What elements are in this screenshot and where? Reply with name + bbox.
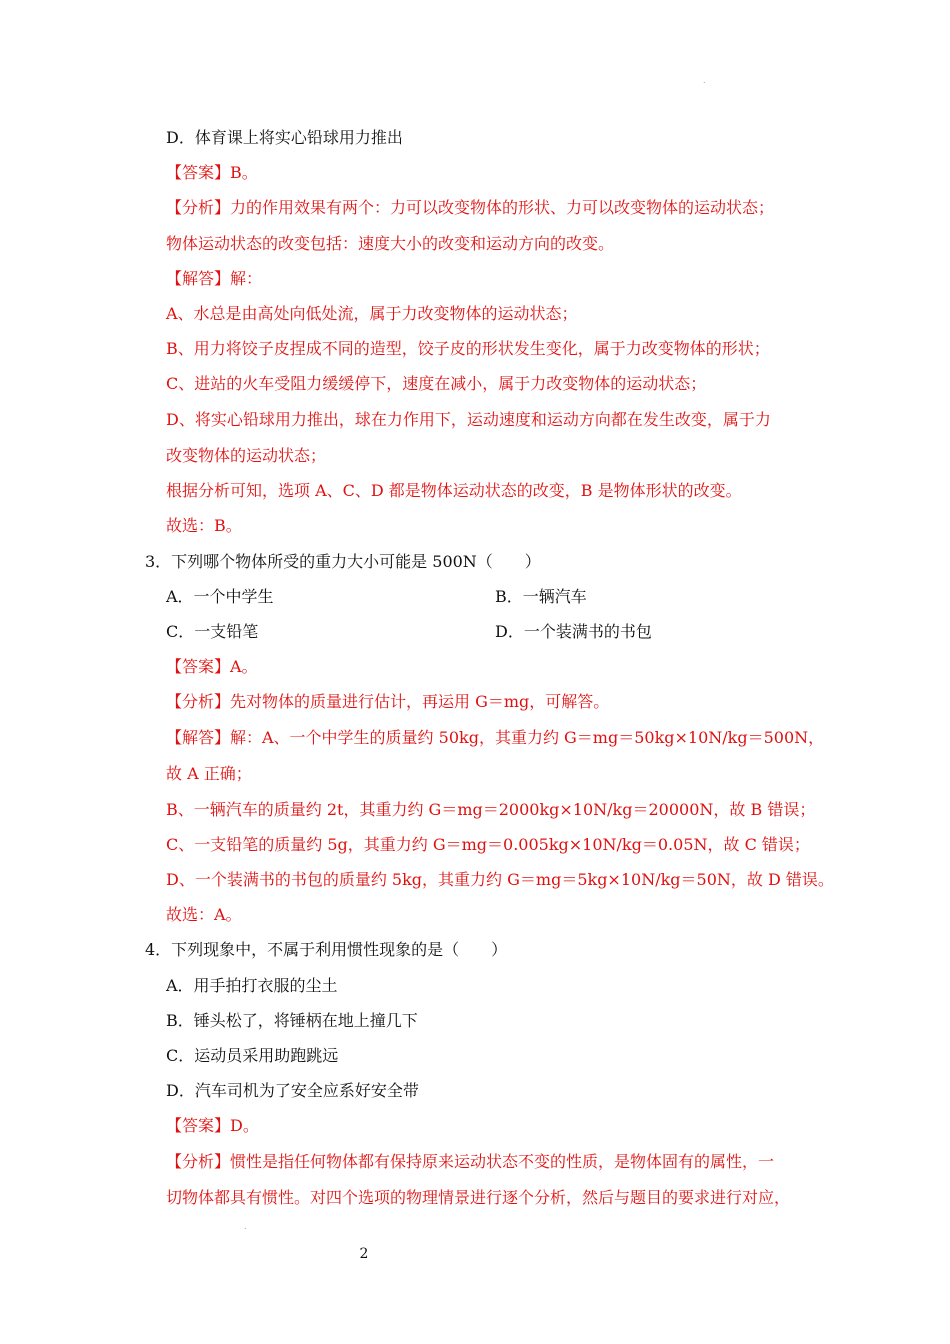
q4-option-d: D．汽车司机为了安全应系好安全带 (166, 1081, 419, 1100)
q4-option-b: B．锤头松了，将锤柄在地上撞几下 (166, 1011, 418, 1030)
q2-answer: 【答案】B。 (166, 163, 258, 182)
q2-analysis-line-2: 物体运动状态的改变包括：速度大小的改变和运动方向的改变。 (166, 234, 615, 253)
q3-option-d: D．一个装满书的书包 (495, 622, 652, 641)
q3-option-c: C．一支铅笔 (166, 622, 259, 641)
q2-solution-heading: 【解答】解： (166, 269, 263, 288)
q3-analysis: 【分析】先对物体的质量进行估计，再运用 G＝mg，可解答。 (166, 692, 610, 711)
q4-answer: 【答案】D。 (166, 1116, 259, 1135)
q4-option-c: C．运动员采用助跑跳远 (166, 1046, 339, 1065)
q2-final-choice: 故选：B。 (166, 516, 242, 535)
q3-final-choice: 故选：A。 (166, 905, 242, 924)
q2-option-d: D．体育课上将实心铅球用力推出 (166, 128, 403, 147)
q3-option-b: B．一辆汽车 (495, 587, 587, 606)
header-mark: . (703, 76, 706, 85)
q2-solution-d-line-2: 改变物体的运动状态； (166, 446, 327, 465)
q3-solution-line-1: 【解答】解：A、一个中学生的质量约 50kg，其重力约 G＝mg＝50kg×10N/kg＝500N， (166, 728, 825, 747)
q3-solution-c: C、一支铅笔的质量约 5g，其重力约 G＝mg＝0.005kg×10N/kg＝0.05N，故 C 错误； (166, 835, 810, 854)
q2-solution-b: B、用力将饺子皮捏成不同的造型，饺子皮的形状发生变化，属于力改变物体的形状； (166, 339, 770, 358)
q3-answer: 【答案】A。 (166, 657, 258, 676)
q3-solution-d: D、一个装满书的书包的质量约 5kg，其重力约 G＝mg＝5kg×10N/kg＝50N，故 D 错误。 (166, 870, 834, 889)
q4-option-a: A．用手拍打衣服的尘土 (166, 976, 338, 995)
q3-solution-b: B、一辆汽车的质量约 2t，其重力约 G＝mg＝2000kg×10N/kg＝20000N，故 B 错误； (166, 800, 816, 819)
q2-solution-a: A、水总是由高处向低处流，属于力改变物体的运动状态； (166, 304, 578, 323)
footer-mark: . (244, 1222, 247, 1231)
q3-solution-line-2: 故 A 正确； (166, 764, 252, 783)
page-number: 2 (359, 1246, 369, 1262)
q2-solution-c: C、进站的火车受阻力缓缓停下，速度在减小，属于力改变物体的运动状态； (166, 374, 707, 393)
q2-solution-d-line-1: D、将实心铅球用力推出，球在力作用下，运动速度和运动方向都在发生改变，属于力 (166, 410, 771, 429)
q3-stem: 3．下列哪个物体所受的重力大小可能是 500N（ ） (145, 552, 541, 571)
q2-analysis-line-1: 【分析】力的作用效果有两个：力可以改变物体的形状、力可以改变物体的运动状态； (166, 198, 775, 217)
q2-conclusion: 根据分析可知，选项 A、C、D 都是物体运动状态的改变，B 是物体形状的改变。 (166, 481, 742, 500)
q4-stem: 4．下列现象中，不属于利用惯性现象的是（ ） (145, 940, 508, 959)
q3-option-a: A．一个中学生 (166, 587, 274, 606)
q4-analysis-line-1: 【分析】惯性是指任何物体都有保持原来运动状态不变的性质，是物体固有的属性，一 (166, 1152, 775, 1171)
q4-analysis-line-2: 切物体都具有惯性。对四个选项的物理情景进行逐个分析，然后与题目的要求进行对应， (166, 1188, 791, 1207)
